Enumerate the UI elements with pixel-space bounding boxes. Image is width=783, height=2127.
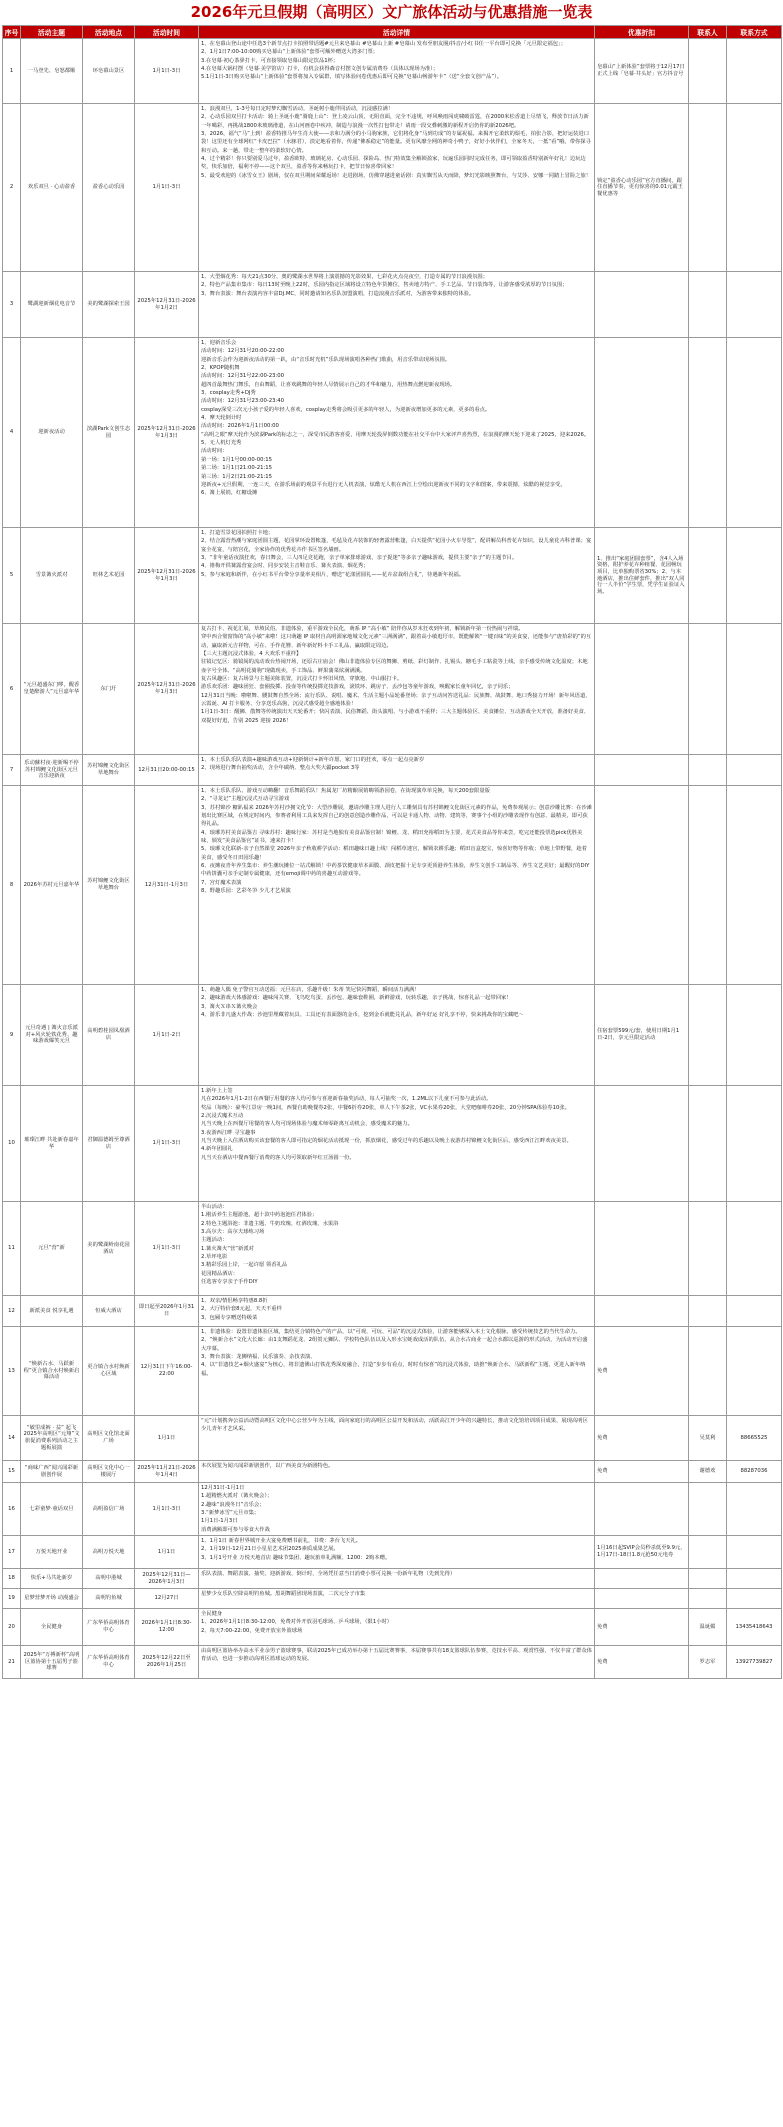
activity-detail-cell: 1、1月1日 新春世界城开业大宴免费赠书前礼，书费：茅台飞天礼。 2、1月19日-12月21日小星星艺术团2025素质成果艺展。 3、1月1号开业 万悦天地首店 趣味节集团、趣玩旅单礼满额、1200：2购本赠。 bbox=[199, 1536, 595, 1569]
activity-place-cell: 高明万悦天地 bbox=[83, 1536, 135, 1569]
table-row bbox=[3, 1461, 782, 1483]
activity-detail-cell: 1、萌趣人偶 免子警官互动送福：元旦在店，乐趣升级！朱蒂 笑尼快闪舞蹈，瞬间活力满满！ 2、趣味游戏大体感游戏：趣味闯关赛、飞鸟吃鸟蛋、丢沙包、趣味套鞋圈，新鲜游戏，玩转乐趣，亲子挑战，惊喜礼品一起带回家！ 3、篝火Ｘ串Ｘ篝火晚会 4、游乐非凡盛大作战：沙池里埋藏着玩具、工具还有表面器的金币，挖到金币就能兑礼品，新年好运 好礼享不停，快来挑战你的宝藏吧～ bbox=[199, 985, 595, 1086]
activity-time-cell: 1月1日-3日 bbox=[135, 104, 199, 272]
table-row bbox=[3, 39, 782, 104]
discount-cell: 免费 bbox=[595, 1609, 689, 1646]
table-row bbox=[3, 985, 782, 1086]
activity-time-cell: 2025年12月22日至2026年1月25日 bbox=[135, 1646, 199, 1679]
table-row bbox=[3, 1483, 782, 1536]
row-number-cell: 21 bbox=[3, 1646, 21, 1679]
discount-cell: 1月16日起SVIP会员秒杀低至9.9元，1月17日-18日1.8元抢50元电券 bbox=[595, 1536, 689, 1569]
activity-detail-cell: 1、在皂幕山登山途中任选3个新节点打卡拍照带话题#元旦来皂幕山 #皂幕山上新 #皂幕山 发布至朋友圈/抖音/小红书任一平台即可兑换「元旦限定福包」； 2、1月1日7:00-10:00购买皂幕山“上新体验”套票可额外赠送大湾多门票； 3.在皂幕·初心茶驿打卡，可直接领取皂幕山限定饮品1杯； 4.在皂幕大锅村摆（皂幕·美学馆店）打卡，有机会获得森音村摆文创专属消费券（具体以现场为准）； 5.1月1日-3日购买皂幕山“上新体验”套票将加入专属群，填写体验问卷优惠后即可兑换“皂幕山畅游年卡”（送“全套文创产品”）。 bbox=[199, 39, 595, 104]
contact-person-cell: 温诞媚 bbox=[689, 1609, 727, 1646]
activity-detail-cell: 12月31日-1月1日 1.超精燃火派对（篝火晚会）； 2.趣味“浪漫冬日”音乐会； 3.“新梦冰雪”元旦市集； 1月1日-1月3日 消费满额即可参与零食大作战 bbox=[199, 1483, 595, 1536]
table-row bbox=[3, 1536, 782, 1569]
activity-theme-cell: 万悦天地开业 bbox=[21, 1536, 83, 1569]
contact-person-cell bbox=[689, 1086, 727, 1202]
activity-time-cell: 即日起至2026年1月31日 bbox=[135, 1296, 199, 1327]
activity-theme-cell: 鹭湖迎新烟花电音节 bbox=[21, 272, 83, 338]
header-cell: 联系人 bbox=[689, 26, 727, 39]
table-row bbox=[3, 755, 782, 786]
table-row bbox=[3, 1646, 782, 1679]
activity-place-cell: 高明钓鱼城 bbox=[83, 1589, 135, 1609]
contact-phone-cell bbox=[727, 1569, 782, 1589]
contact-person-cell bbox=[689, 786, 727, 985]
header-cell: 序号 bbox=[3, 26, 21, 39]
activity-time-cell: 1月1日 bbox=[135, 1536, 199, 1569]
activity-time-cell: 2025年12月31日-2026年1月3日 bbox=[135, 338, 199, 528]
contact-phone-cell bbox=[727, 985, 782, 1086]
row-number-cell: 13 bbox=[3, 1327, 21, 1416]
activity-place-cell: 盈香心动乐园 bbox=[83, 104, 135, 272]
contact-person-cell bbox=[689, 39, 727, 104]
discount-cell: 皂幕山“上新体验”套票将于12月17日正式上线「皂幕·井头好」官方抖音号 bbox=[595, 39, 689, 104]
contact-person-cell bbox=[689, 985, 727, 1086]
contact-phone-cell bbox=[727, 1202, 782, 1296]
header-cell: 活动时间 bbox=[135, 26, 199, 39]
discount-cell: 1、推出“家庭团圆套票”，含4人入场资格，附护养花卉种植餐，花园畅玩项目，比单独购票省30%；2、与本地酒店，推出住鲜套件，推出“双人同行一人半价”学生票，凭学生证验证入场。 bbox=[595, 528, 689, 624]
page bbox=[2, 2, 781, 1679]
activity-place-cell: 苏村锦鲤文化街区草地舞台 bbox=[83, 755, 135, 786]
activity-place-cell: 更合镇合水村焕新心区域 bbox=[83, 1327, 135, 1416]
activity-time-cell: 12月27日 bbox=[135, 1589, 199, 1609]
activity-time-cell: 2025年11月21日-2026年1月4日 bbox=[135, 1461, 199, 1483]
discount-cell bbox=[595, 786, 689, 985]
contact-phone-cell bbox=[727, 1536, 782, 1569]
table-row bbox=[3, 1296, 782, 1327]
activity-time-cell: 2025年12月31日-2026年1月2日 bbox=[135, 272, 199, 338]
table-row bbox=[3, 338, 782, 528]
activity-theme-cell: “敏里成裤 · 益” 起飞 2025年高明区“元翔”文旅促消费系列活动之主题板展演 bbox=[21, 1416, 83, 1461]
activity-detail-cell: 复古打卡、祝花汇展，草坡民俗，非遗体验，重平游戏全民化，萌系 IP “高小敏” 陪伴你从岁末狂欢到年初，解锁新年第一份热闹与祥瑞。 穿中西合璧窗饰的“高小敏”来啦！这只萌趣 IP 取材自高明源家地城文化元素“三洲满满”，跟着高小敏逛圩市，既能解锁“一键百味”的美食宴，还能参与“唐拾彩的”的互动，赢取新元吉祥物，可在、手作花簪、新年新好料卡手工礼品，赢取限定周边。 【三大主题沉浸式体验，4 大欢乐不重样】 驻镜记忆区：骑镜阅的流动戏台热闹开场，还原古庄庙会！佛山非遗体验专区的舞狮、剪纸、彩灯制作、扎锡头、糖毛手工粘瓷等上线，亲手感受传统文化温度；木地壶字号全体、“高明花骑驹”现做现卖，手工饰品、鲜果蒲菜炫满满溪。 复古风趣区：复古场景与主题美陈装置，沉浸式打卡怀旧风情，穿旗袍、中山服打卡。 游乐欢乐团：趣味团狂、套圈投掷、投壶等传统投掷竞技游戏，滚铁环、跳房子、丢沙包等童年游戏，唤醒家长童年回忆，亲子同乐； 12月31日当晚：啦啦舞、腰鼓舞自然全场；流行乐队、说唱、魔术、生活主题小品轮番登场；亲子互动问答送礼品：民族舞、战鼓舞、地口秀接力开场！新年风语道、云霞诞、AI 打卡服务、分享送乐高驹，沉浸式感受超全感地体验！ 1月1日-3日：醒狮、散舞等传统演出天天轮番开；快闪表演、民俗舞蹈、街头演唱、与小游戏不重样；三大主题体验区、美食摊位、互动游戏全天开放，准备好美食、双提好好逛，告别 2025 迎接 2026！ bbox=[199, 624, 595, 755]
activity-place-cell: 苏村锦鲤文化街区草地舞台 bbox=[83, 786, 135, 985]
contact-phone-cell bbox=[727, 39, 782, 104]
activity-detail-cell: 1、非遗体验：设置非遗体验区域，集结更合镇特色产的产品，以“可观、可玩、可品”的沉浸式体验，让游客能够深入本土文化根脉，感受传统技艺的当代生命力。 2、“焕新合水”文化大长廊：由1支舞蹈花龙、2组贺元狮队、学校特色队伍以及入形水宝蚝戏成活的队伍，从合水古商业一起合水都以巡游的形式活动，为活动开启盛大序幕。 3、舞台表演：龙狮纳福、民乐演奏、杂技表演、 4、以“非遗技艺+烟火盛宴”为核心，将非遗佛山打铁花秀深度融合，打造“步步有看点，时时有惊喜”的沉浸式体验，助推“焕新合水、马跃新程”主题，更进入新年纳福。 bbox=[199, 1327, 595, 1416]
activity-theme-cell: 迎新夜活动 bbox=[21, 338, 83, 528]
activity-time-cell: 12月31日-1月3日 bbox=[135, 786, 199, 985]
activity-detail-cell: 乐队表演、舞蹈表演、抽奖、迎新游戏、倒计时，全场凭任意当日消费小票可兑换一份新年礼物（先到先得） bbox=[199, 1569, 595, 1589]
contact-person-cell bbox=[689, 755, 727, 786]
table-row bbox=[3, 624, 782, 755]
row-number-cell: 12 bbox=[3, 1296, 21, 1327]
table-row bbox=[3, 1202, 782, 1296]
page-title: 2026年元旦假期（高明区）文广旅体活动与优惠措施一览表 bbox=[190, 3, 593, 21]
activity-detail-cell: 1、迎新音乐会 活动时间：12月31号20:00-22:00 迎新音乐会作为迎新夜活动的第一趴，由“音乐时光机”乐队现场演唱各种热门歌曲，用音乐带动现场氛围。 2、KPOP随机舞 活动时间：12月31号22:00-23:00 超四首最舞热门舞乐，自由舞蹈，让喜欢跳舞的年轻人尽情展示自己的才华和魅力，用热舞点燃迎新夜现场。 3、cosplay走秀+DJ秀 活动时间：12月31号23:00-23:40 cosplay深受三次元小孩子爱的年轻人喜欢，cosplay走秀将会吸引更多的年轻人，为迎新夜增加更多的元素，更多的看点。 4、摩天轮倒计时 活动时间：2026年1月1日00:00 “高明之眼”摩天轮作为滨湖Park的标志之一，深受市民游客喜爱，用摩天轮投屏倒数功能在社交平台中大家评声喜热烈，在浪漫的摩天轮下迎来了2025，迎来2026。 5、无人机灯光秀 活动时间： 第一场：1月1号00:00-00:15 第二场：1月1日21:00-21:15 第三场：1月2日21:00-21:15 迎新夜+元旦假期，一连三天，在游乐场前的观景平台进行无人机表演，炫酷无人机在西江上空绘出迎新夜不同的文字和图案，带来震撼，炫酷的视觉享受。 6、篝上展销，红糖设摊 bbox=[199, 338, 595, 528]
activity-time-cell: 1月1日 bbox=[135, 1416, 199, 1461]
table-row bbox=[3, 528, 782, 624]
header-cell: 优惠折扣 bbox=[595, 26, 689, 39]
header-cell: 活动详情 bbox=[199, 26, 595, 39]
activities-table bbox=[2, 25, 782, 1679]
activity-detail-cell: 1、大型烟花秀：每天21点30分，奥的鹭湖水世界将上演震撼的光影效果，七彩花火点亮夜空，打造专属的节日浪漫氛围； 2、特色产品集市集市：每日13时至晚上22时，乐园内指定区域将设立特色年货摊位，售卖地方特产、手工艺品、节日装饰等，让游客感受浓厚的节日氛围； 3、舞台表演：舞台表演内容丰富DJ.MC，同时邀请知名乐队加盟演唱，打造浪漫音乐派对，为游客带来独特的体验。 bbox=[199, 272, 595, 338]
contact-phone-cell bbox=[727, 104, 782, 272]
contact-phone-cell: 88665525 bbox=[727, 1416, 782, 1461]
activity-detail-cell: 1、浪漫双旦，1-3号每日定时梦幻飘雪活动，圣诞树小鹿伴同活动，沉浸感拉满！ 2、心动乐园双旦打卡活动：骑上圣诞小鹿“骑鹿上山”：登上凌云山顶，无阻直面，完全不违规，呼风唤雨闯虎啸破雷霆，在2000米松香道上尽情飞，释放节日活力新一年噶彩，再挑战1800米玻璃滑道，在山河画卷中疾冲，制造与浪漫一次性打包带走！请雨一段交叠刺激的新程开启仍你的新2026吧。 3、2026，福气“马”上到！盈香特推马年生肖大使——亲和力满分的小马驹家族，它们将化身“马到功成”的专属祝福。来揭开它柔软的鬃毛，拍张合影，把好运装进口袋！这里还有全球网红“卡皮巴拉”（水豚君），淡定地看着你，传递“佛系稳定”的能量。更有风靡全网的神奇小鸭子，好好小伙伴们，全家冬天，一抵“看”哦，带你探寻和互动。来一趟，带走一整年的柔软好心情。 4、过个精彩！你只要别爱马过年，盈香欧特、玻璃花房、心动乐园、探险岛、热门特效集全解锁盈家，玩遍乐园同时完成任务，即可领取盈香特别新年好礼！边玩边奖，快乐加倍，福利不停——这个双旦，盈香等你来畅玩打卡，把节日惊喜带回家！ 5、最受欢迎的《冰雪女王》剧场，仅在双旦期间荣耀返场！走进剧场，仿佛穿越进童话剧：真实飘雪从天而降，梦幻光影映照舞台，与艾莎、安娜一同踏上冒险之旅！ bbox=[199, 104, 595, 272]
activity-place-cell: 广东华侨高明体育中心 bbox=[83, 1609, 135, 1646]
activity-theme-cell: 2026年苏村元旦嘉年华 bbox=[21, 786, 83, 985]
row-number-cell: 9 bbox=[3, 985, 21, 1086]
contact-person-cell bbox=[689, 272, 727, 338]
table-row bbox=[3, 1609, 782, 1646]
contact-person-cell bbox=[689, 1589, 727, 1609]
row-number-cell: 17 bbox=[3, 1536, 21, 1569]
activity-place-cell: 恒威大酒店 bbox=[83, 1296, 135, 1327]
row-number-cell: 10 bbox=[3, 1086, 21, 1202]
table-row bbox=[3, 1086, 782, 1202]
header-cell: 联系方式 bbox=[727, 26, 782, 39]
activity-place-cell: 高明碧桂园凤凰酒店 bbox=[83, 985, 135, 1086]
header-cell: 活动主题 bbox=[21, 26, 83, 39]
activity-theme-cell: “焕新古水、马跃新程”更合镇合水村焕新启幕活动 bbox=[21, 1327, 83, 1416]
activity-theme-cell: “元旦超盛东门啰，醒香皇楚醉游人”元旦嘉年华 bbox=[21, 624, 83, 755]
activity-time-cell: 12月31日20:00-00:15 bbox=[135, 755, 199, 786]
discount-cell bbox=[595, 1569, 689, 1589]
discount-cell: 免费 bbox=[595, 1461, 689, 1483]
activity-detail-cell: 1、双亲/情侣畅享特惠8.8折 2、大厅特价套8元起，天天不重样 3、包厢专享赠送特级菜 bbox=[199, 1296, 595, 1327]
row-number-cell: 4 bbox=[3, 338, 21, 528]
table-header-row bbox=[3, 26, 782, 39]
activity-detail-cell: 本次展览为闻兴闻彩新剧创作，以广西美食为新剧特色。 bbox=[199, 1461, 595, 1483]
contact-person-cell bbox=[689, 1202, 727, 1296]
activity-theme-cell: 乐动蘇村夜·迎新喝不停苏村锦鲤文化街区元旦音乐迎新夜 bbox=[21, 755, 83, 786]
activity-theme-cell: 2025年“万搏新杯”高明区篮协第十五届男子篮球赛 bbox=[21, 1646, 83, 1679]
table-body bbox=[3, 39, 782, 1679]
contact-person-cell bbox=[689, 104, 727, 272]
activity-theme-cell: 璀璨江畔 共赴新春嘉年华 bbox=[21, 1086, 83, 1202]
contact-person-cell bbox=[689, 338, 727, 528]
contact-phone-cell bbox=[727, 755, 782, 786]
row-number-cell: 7 bbox=[3, 755, 21, 786]
activity-place-cell: 美的鹭湖探索王国 bbox=[83, 272, 135, 338]
row-number-cell: 8 bbox=[3, 786, 21, 985]
activity-place-cell: 美的鹭湖岭南花园酒店 bbox=[83, 1202, 135, 1296]
discount-cell: 免费 bbox=[595, 1646, 689, 1679]
contact-phone-cell bbox=[727, 1327, 782, 1416]
activity-place-cell: 高明中港城 bbox=[83, 1569, 135, 1589]
discount-cell bbox=[595, 1589, 689, 1609]
row-number-cell: 18 bbox=[3, 1569, 21, 1589]
activity-place-cell: 滨湖Park文创生态园 bbox=[83, 338, 135, 528]
row-number-cell: 15 bbox=[3, 1461, 21, 1483]
activity-time-cell: 1月1日-3日 bbox=[135, 39, 199, 104]
discount-cell bbox=[595, 272, 689, 338]
activity-detail-cell: 1.新年上上签 凡在2026年1月1-2日在西餐厅用餐的客人均可参与喜迎新春抽奖活动，每人可抽奖一次，1.2ML以下儿童不可参与此活动。 奖品（每晚）：豪华江景房一晚1间，西餐自助晚餐券2张，中餐6折券20张，单人下午茶2张，VC水果券20张，大堂吧咖啡券20张，20分钟SPA体验券10张。 2.沉浸式魔术互动 凡当天晚上在西餐厅用餐的客人均可现场体验与魔术师零距离互动机会，感受魔术的魅力。 3.夜游西江畔 寻宝趣事 凡当天晚上入住酒店购买该套餐的客人即可指定的烟花活动抵现一份，抓放烟花，感受过年的乐趣以及晚上夜游苏村锦鲤文化街区后，感受西江江畔欢夜美景。 4.新年团圆礼 凡当天在酒店中餐西餐厅消费的客人均可领取新年红豆汤圆一份。 bbox=[199, 1086, 595, 1202]
activity-place-cell: 东门圩 bbox=[83, 624, 135, 755]
discount-cell bbox=[595, 338, 689, 528]
contact-person-cell bbox=[689, 1536, 727, 1569]
row-number-cell: 14 bbox=[3, 1416, 21, 1461]
row-number-cell: 20 bbox=[3, 1609, 21, 1646]
activity-time-cell: 1月1日-3日 bbox=[135, 1202, 199, 1296]
activity-theme-cell: 星梦营梦开场 动漫盛会 bbox=[21, 1589, 83, 1609]
table-row bbox=[3, 1416, 782, 1461]
activity-place-cell: 广东华侨高明体育中心 bbox=[83, 1646, 135, 1679]
discount-cell bbox=[595, 1086, 689, 1202]
activity-detail-cell: 星梦少女乐队空降高明钓鱼城。黑胡舞蹈团现场表演，二次元分子市集 bbox=[199, 1589, 595, 1609]
discount-cell bbox=[595, 755, 689, 786]
discount-cell bbox=[595, 1202, 689, 1296]
table-row bbox=[3, 1569, 782, 1589]
table-row bbox=[3, 786, 782, 985]
activity-detail-cell: 由高明区篮协举办高水平业余男子篮球赛事，联动2025年已成功举办第十五届比赛赛事，本届赛事共有18支篮球队伍参赛，竞技水平高、观赏性强，不仅丰富了群众体育活动，也进一步推动高明区篮球运动的发展。 bbox=[199, 1646, 595, 1679]
row-number-cell: 19 bbox=[3, 1589, 21, 1609]
activity-time-cell: 2025年12月31日-2026年1月3日 bbox=[135, 528, 199, 624]
contact-phone-cell bbox=[727, 1086, 782, 1202]
row-number-cell: 1 bbox=[3, 39, 21, 104]
contact-person-cell: 吴莫利 bbox=[689, 1416, 727, 1461]
row-number-cell: 3 bbox=[3, 272, 21, 338]
contact-person-cell bbox=[689, 1569, 727, 1589]
activity-place-cell: 君御温德姆至尊酒店 bbox=[83, 1086, 135, 1202]
row-number-cell: 5 bbox=[3, 528, 21, 624]
contact-phone-cell bbox=[727, 1483, 782, 1536]
activity-detail-cell: 1、打造雪景花园拍照打卡地； 2、结合露营热潮与家庭团圆主题，花园掌环设置帐篷，毛毡及花卉装饰的轻奢露营帐篷，白天提供“花园小火车导览”，配讲解员科普花卉知识，设儿童花卉科普课；宴宴全花宴，与陪宫花，全家协作的优秀花卉作书区签名墙画。 3、“非年童话夜演狂欢，春日舞会，三人四足竞花跑，亲子单家排球游戏，亲子捉迷”等多亲子趣味游戏，提供主要“亲子”的主题节目。 4、锥梅开供篝露营宴会时、同步安装主音鞋音乐、篝火表演、烟花秀； 5、参与家庭和新伴，在小红书平台带分享量率美相片，赠送“花漾团圆礼——花卉盆栽组合礼”，待遇新年祝福。 bbox=[199, 528, 595, 624]
activity-time-cell: 1月1日-3日 bbox=[135, 1483, 199, 1536]
contact-phone-cell bbox=[727, 1589, 782, 1609]
activity-place-cell: 高明区文化中心一楼展厅 bbox=[83, 1461, 135, 1483]
contact-phone-cell: 13435418643 bbox=[727, 1609, 782, 1646]
activity-time-cell: 2026年1月1日8:30-12:00 bbox=[135, 1609, 199, 1646]
contact-phone-cell bbox=[727, 786, 782, 985]
activity-theme-cell: 一马登先、皂怒都顺 bbox=[21, 39, 83, 104]
discount-cell: 免费 bbox=[595, 1416, 689, 1461]
activity-place-cell: 环皂幕山景区 bbox=[83, 39, 135, 104]
activity-time-cell: 1月1日-2日 bbox=[135, 985, 199, 1086]
activity-theme-cell: 欢乐双旦 · 心动盈香 bbox=[21, 104, 83, 272]
discount-cell: 住宿套票599元/套，使用日期1月1日-2日，享元旦限定活动 bbox=[595, 985, 689, 1086]
activity-place-cell: 高明区文化馆北面广场 bbox=[83, 1416, 135, 1461]
contact-person-cell: 谢德欢 bbox=[689, 1461, 727, 1483]
activity-theme-cell: “商味广西”闻兴闻彩新剧创作展 bbox=[21, 1461, 83, 1483]
contact-phone-cell bbox=[727, 272, 782, 338]
header-cell: 活动地点 bbox=[83, 26, 135, 39]
table-row bbox=[3, 272, 782, 338]
contact-person-cell bbox=[689, 1327, 727, 1416]
contact-phone-cell bbox=[727, 1296, 782, 1327]
discount-cell: 免费 bbox=[595, 1327, 689, 1416]
discount-cell: 锁定“盈香心动乐园”官方直播间，跟住直播节奏，更有惊喜的0.01元霸王餐优惠等 bbox=[595, 104, 689, 272]
activity-theme-cell: 元旦“营”新 bbox=[21, 1202, 83, 1296]
table-row bbox=[3, 104, 782, 272]
activity-detail-cell: “元”计划携奔公益活动暨高明区文化中心公营少年为主线，面向家庭行的高明区公益开发和活动，活跃高江开少年的兴趣特长，推动文化馆培训项目成果，展现高明区少儿青年才艺风采。 bbox=[199, 1416, 595, 1461]
contact-phone-cell: 88287036 bbox=[727, 1461, 782, 1483]
activity-detail-cell: 1、本土乐队乐队、游戏互动嗨翻！音乐舞蹈乐队！焦属龙厂坊精酿展销嗨领游园卷，在街现演草单兑换，每天200套限量版 2、“寻龙记”主题沉浸式互动寻宝游戏 3、苏村锦沙 糖趴福来 2026年苏村沙拥文化节：大型沙雕展，邀请沙雕主理人进行人工雕刻具有苏村锦鲤文化街区元素的作品，免费参观展示；创意沙雕比赛：在沙滩划出比赛区域，在规定时间内，参赛者利用工具来发挥自己的创意创造沙雕作品，可以是卡通人物、动物、建筑等，赛事个小组的沙雕表现作有创意、最精美，即可获得礼品。 4、琅琊苏村美食品鉴吉 寻味苏村：趣味行家：苏村是当地独有美食品鉴官制！锦鲤、龙、稻田充裕稻田为主要，花式美食品等你来尝，吃完还能投票选pick优胜美味，颁发“美食品鉴官”证书，速来打卡！ 5、琅琊文化联新-亲子自然课堂 2026年亲子秋收耕学活动：稻田趣味日趣上线！闯稻草迷宫，解锁农耕乐趣；稻田盲盒挖宝，惊喜好物等你收；草地上带野餐，趁着美食，感受冬日田园乐趣！ 6、夜摊夜青年养生集市：养生潮玩摊位一站式解锁！中药茶饮健康草本面膜、颈皮把握十足专享更顶港养生体验，养生文创手工制品等、养生文艺美好；最醒好的DIY 中药饼囊可亲手定制专属健康，还有emoji调中药的喜趣互动游戏等。 7、宫灯魔术表演 8、野趣乐园：艺彩冬笋 少儿才艺展演 bbox=[199, 786, 595, 985]
contact-person-cell bbox=[689, 528, 727, 624]
row-number-cell: 2 bbox=[3, 104, 21, 272]
activity-time-cell: 12月31日下午16:00-22:00 bbox=[135, 1327, 199, 1416]
contact-person-cell: 罗志军 bbox=[689, 1646, 727, 1679]
row-number-cell: 11 bbox=[3, 1202, 21, 1296]
activity-theme-cell: 元旦奇遇 | 篝火音乐派对+风火轮铁花秀、趣味游戏爆笑元旦 bbox=[21, 985, 83, 1086]
activity-theme-cell: 快乐+马共赴新岁 bbox=[21, 1569, 83, 1589]
activity-detail-cell: 半山活动： 1.刚活养生主题游池，超十款中药泡池任君体验； 2.特色主题浴池：非遗主题、牛奶玫瑰、红酒玫瑰、水果浴 3.高尔夫：高尔夫球练习场 主题活动： 1.篝火篝火“营”新派对 2.草坪电影 3.精彩乐园上岸，一起许愿 领香礼品 花园精品酒店： 任选客专享亲子手作DIY bbox=[199, 1202, 595, 1296]
activity-time-cell: 2025年12月31日-2026年1月3日 bbox=[135, 624, 199, 755]
row-number-cell: 16 bbox=[3, 1483, 21, 1536]
row-number-cell: 6 bbox=[3, 624, 21, 755]
activity-theme-cell: 雪景篝火派对 bbox=[21, 528, 83, 624]
discount-cell bbox=[595, 624, 689, 755]
activity-detail-cell: 1、本土乐队乐队表演+趣味游戏互动+迎新倒计+新年许愿、家门口的狂欢，零点一起点亮新岁 2、现场进行舞台抽奖活动，含全年碳纳、整点大奖大疆pocket 3等 bbox=[199, 755, 595, 786]
activity-place-cell: 高明盈信广场 bbox=[83, 1483, 135, 1536]
contact-phone-cell bbox=[727, 528, 782, 624]
contact-person-cell bbox=[689, 1483, 727, 1536]
activity-time-cell: 2025年12月31日—2026年1月3日 bbox=[135, 1569, 199, 1589]
contact-phone-cell bbox=[727, 338, 782, 528]
table-row bbox=[3, 1327, 782, 1416]
activity-detail-cell: 全民健身 1、2026年1月1日8:30-12:00，免费对外开放羽毛球场、乒乓球场，（限1小时） 2、每天7:00-22:00，免费开放室外篮球场 bbox=[199, 1609, 595, 1646]
activity-time-cell: 1月1日-3日 bbox=[135, 1086, 199, 1202]
contact-person-cell bbox=[689, 1296, 727, 1327]
activity-theme-cell: 全民健身 bbox=[21, 1609, 83, 1646]
activity-theme-cell: 七彩童梦·童话双旦 bbox=[21, 1483, 83, 1536]
contact-phone-cell: 13927739827 bbox=[727, 1646, 782, 1679]
discount-cell bbox=[595, 1296, 689, 1327]
contact-phone-cell bbox=[727, 624, 782, 755]
contact-person-cell bbox=[689, 624, 727, 755]
activity-place-cell: 旺林艺术花园 bbox=[83, 528, 135, 624]
table-row bbox=[3, 1589, 782, 1609]
discount-cell bbox=[595, 1483, 689, 1536]
activity-theme-cell: 新派美食 悦享礼遇 bbox=[21, 1296, 83, 1327]
